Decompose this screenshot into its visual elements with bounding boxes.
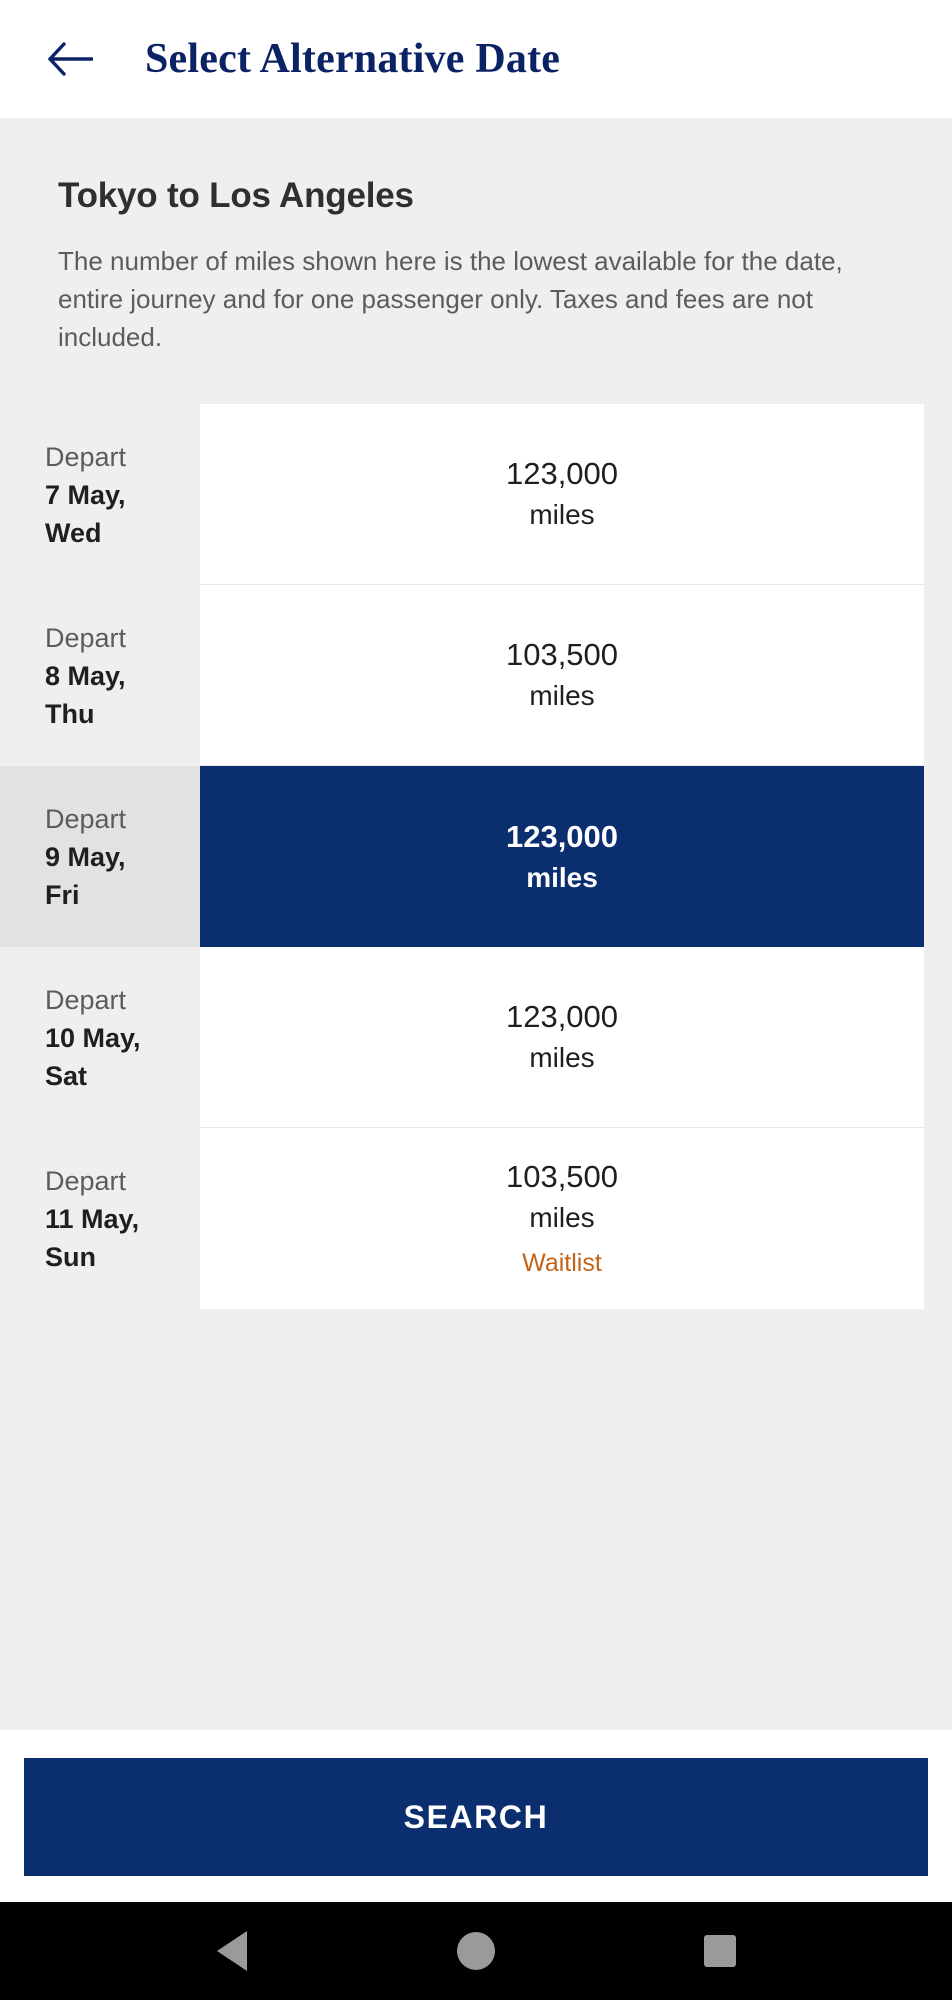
arrow-left-icon [47,42,93,76]
table-row [0,404,952,585]
depart-date: 11 May, [45,1203,140,1234]
main-content [0,118,952,1730]
depart-label: Depart [45,803,127,834]
date-cell [0,404,200,585]
fare-option[interactable] [200,404,924,585]
depart-weekday: Sat [45,1060,88,1091]
miles-unit: miles [529,1201,595,1233]
miles-unit: miles [526,861,598,893]
depart-date: 7 May, [45,479,126,510]
android-nav-bar [0,1902,952,2000]
miles-disclaimer: The number of miles shown here is the lowest available for the date, entire journey and for one passenger only. Taxes and fees are not included. [58,246,843,352]
depart-label: Depart [45,984,127,1015]
miles-unit: miles [529,499,595,530]
depart-date: 9 May, [45,841,126,872]
miles-amount: 123,000 [505,456,619,491]
square-recents-icon [704,1935,736,1967]
depart-label: Depart [45,622,127,653]
table-row [0,585,952,766]
fare-option[interactable] [200,1128,924,1309]
miles-unit: miles [529,1042,595,1073]
triangle-back-icon [217,1931,247,1971]
nav-recents-button[interactable] [675,1906,765,1996]
miles-amount: 103,500 [505,637,619,672]
depart-weekday: Wed [45,517,102,548]
date-cell [0,947,200,1128]
status-badge: Waitlist [522,1248,602,1277]
depart-weekday: Fri [45,879,80,910]
table-row [0,1128,952,1309]
depart-label: Depart [45,441,127,472]
depart-weekday: Thu [45,698,95,729]
search-button[interactable]: SEARCH [24,1758,928,1876]
app-bar [0,0,952,118]
back-button[interactable] [42,31,98,87]
page-title: Select Alternative Date [145,36,561,82]
depart-label: Depart [45,1165,127,1196]
fare-option[interactable] [200,947,924,1128]
depart-date: 10 May, [45,1022,141,1053]
fare-option[interactable] [200,585,924,766]
depart-date: 8 May, [45,660,126,691]
fare-option-selected[interactable] [200,766,924,947]
miles-amount: 123,000 [505,999,619,1034]
fare-date-grid [0,404,952,1309]
circle-home-icon [457,1932,495,1970]
miles-amount: 103,500 [505,1158,619,1194]
date-cell [0,585,200,766]
miles-amount: 123,000 [505,818,619,854]
date-cell [0,1128,200,1309]
table-row-selected [0,766,952,947]
bottom-action-bar [0,1730,952,1902]
miles-unit: miles [529,680,595,711]
date-cell [0,766,200,947]
depart-weekday: Sun [45,1241,96,1272]
nav-back-button[interactable] [187,1906,277,1996]
table-row [0,947,952,1128]
route-title: Tokyo to Los Angeles [58,176,414,215]
nav-home-button[interactable] [431,1906,521,1996]
